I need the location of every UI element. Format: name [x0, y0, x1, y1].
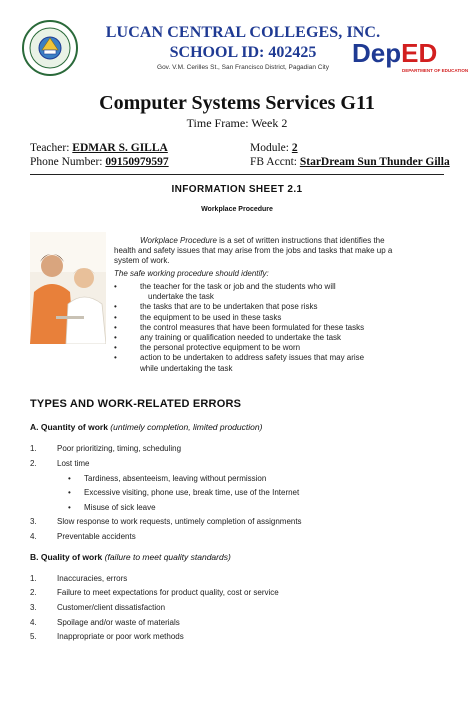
definition-part-1: is a set of written instructions that identifies the	[216, 236, 385, 245]
header-divider	[30, 174, 444, 175]
phone-row	[30, 156, 169, 168]
item-number: 2.	[30, 588, 37, 597]
errors-heading: TYPES AND WORK-RELATED ERRORS	[30, 398, 242, 410]
procedure-item-text: the teacher for the task or job and the students who will	[140, 282, 336, 291]
school-address: Gov. V.M. Cerilles St., San Francisco District, Pagadian City	[157, 64, 329, 71]
identify-line	[114, 269, 448, 279]
bullet: •	[68, 503, 71, 512]
item-text: Failure to meet expectations for product quality, cost or service	[57, 588, 279, 597]
item-text: Misuse of sick leave	[84, 503, 156, 512]
procedure-item	[114, 313, 444, 323]
item-number: 3.	[30, 603, 37, 612]
item-text: Poor prioritizing, timing, scheduling	[57, 444, 182, 453]
item-text: Customer/client dissatisfaction	[57, 603, 166, 612]
intro-line-1	[140, 236, 446, 246]
item-text: Excessive visiting, phone use, break time, use of the Internet	[84, 488, 300, 497]
procedure-item	[114, 343, 444, 353]
procedure-item-text: the personal protective equipment to be worn	[140, 343, 301, 353]
procedure-item-text-cont: while undertaking the task	[140, 363, 233, 373]
item-text: Slow response to work requests, untimely completion of assignments	[57, 517, 302, 526]
procedure-item	[114, 282, 444, 302]
quantity-label: A. Quantity of work	[30, 422, 108, 432]
item-text: Inappropriate or poor work methods	[57, 632, 184, 641]
module-row	[250, 142, 298, 154]
sheet-subtitle: Workplace Procedure	[201, 206, 273, 213]
teacher-label: Teacher:	[30, 142, 73, 154]
item-number: 3.	[30, 517, 37, 526]
procedure-item	[114, 333, 444, 343]
fb-row	[250, 156, 450, 168]
fb-label: FB Accnt:	[250, 156, 300, 168]
deped-logo-dep: Dep	[352, 38, 402, 68]
item-text: Tardiness, absenteeism, leaving without permission	[84, 474, 267, 483]
deped-logo-ed: ED	[401, 38, 438, 68]
item-number: 1.	[30, 444, 37, 453]
item-number: 2.	[30, 459, 37, 468]
item-number: 4.	[30, 618, 37, 627]
bullet: •	[68, 488, 71, 497]
procedure-list	[114, 282, 444, 374]
teacher-row	[30, 142, 168, 154]
item-number: 5.	[30, 632, 37, 641]
quality-note: (failure to meet quality standards)	[104, 552, 231, 562]
deped-logo	[352, 38, 458, 68]
teacher-name: EDMAR S. GILLA	[72, 142, 168, 154]
item-number: 4.	[30, 532, 37, 541]
procedure-item	[114, 353, 444, 373]
item-text: Preventable accidents	[57, 532, 136, 541]
deped-department-label: DEPARTMENT OF EDUCATION	[402, 68, 469, 73]
quality-heading	[30, 552, 231, 562]
phone-label: Phone Number:	[30, 156, 106, 168]
quantity-heading	[30, 422, 262, 432]
identify-text: The safe working procedure should identify:	[114, 269, 269, 278]
phone-number: 09150979597	[105, 156, 169, 168]
sheet-title: INFORMATION SHEET 2.1	[171, 184, 303, 195]
quality-label: B. Quality of work	[30, 552, 103, 562]
procedure-item-text: the tasks that are to be undertaken that pose risks	[140, 302, 318, 312]
school-id: SCHOOL ID: 402425	[169, 44, 317, 61]
intro-line-2: health and safety issues that may arise from the jobs and tasks that make up a	[114, 246, 393, 255]
module-number: 2	[291, 142, 298, 154]
procedure-item-text-cont: undertake the task	[148, 292, 214, 302]
school-name: LUCAN CENTRAL COLLEGES, INC.	[105, 24, 381, 41]
item-text: Spoilage and/or waste of materials	[57, 618, 180, 627]
procedure-item-text: any training or qualification needed to undertake the task	[140, 333, 342, 343]
school-seal-logo	[22, 20, 78, 76]
time-frame: Time Frame: Week 2	[186, 116, 288, 130]
fb-account: StarDream Sun Thunder Gilla	[299, 156, 450, 168]
intro-line-3: system of work.	[114, 256, 170, 265]
quantity-note: (untimely completion, limited production)	[110, 422, 263, 432]
item-number: 1.	[30, 574, 37, 583]
procedure-item-text: the equipment to be used in these tasks	[140, 312, 282, 322]
procedure-item	[114, 323, 444, 333]
procedure-item-text: the control measures that have been formulated for these tasks	[140, 322, 365, 332]
bullet: •	[68, 474, 71, 483]
procedure-item-text: action to be undertaken to address safety issues that may arise	[140, 353, 365, 363]
module-label: Module:	[250, 142, 292, 154]
term-workplace-procedure: Workplace Procedure	[140, 236, 217, 245]
item-text: Lost time	[57, 459, 90, 468]
workplace-photo	[30, 232, 106, 344]
item-text: Inaccuracies, errors	[57, 574, 128, 583]
procedure-item	[114, 302, 444, 312]
document-title: Computer Systems Services G11	[99, 92, 375, 114]
